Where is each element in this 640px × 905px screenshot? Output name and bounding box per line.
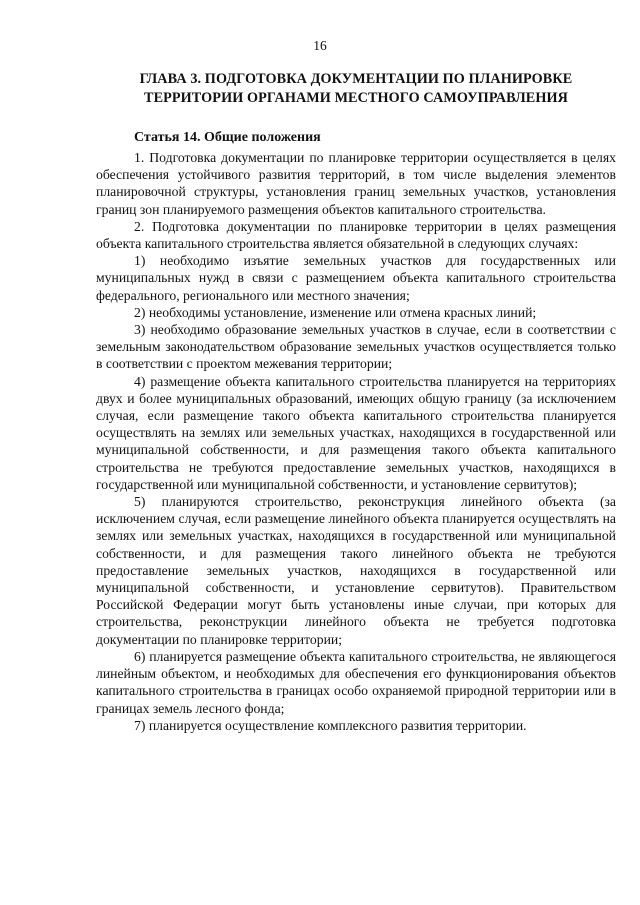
page-number: 16 [313,38,327,53]
chapter-title-line-2: ТЕРРИТОРИИ ОРГАНАМИ МЕСТНОГО САМОУПРАВЛЕНИЯ [144,90,568,106]
list-item-7: 7) планируется осуществление комплексного развития территории. [134,717,527,733]
chapter-title-line-1: ГЛАВА 3. ПОДГОТОВКА ДОКУМЕНТАЦИИ ПО ПЛАНИРОВКЕ [139,71,573,87]
chapter-title [96,70,616,108]
article-body [96,149,616,734]
list-item-4: 4) размещение объекта капитального строительства планируется на территориях двух и более муниципальных образований, имеющих общую границу (за исключением случая, если размещение такого объекта капитального строительства планируется осуществлять на землях или земельных участках, находящихся в государственной или муниципальной собственности, и для размещения такого объекта капитального строительства не требуются предоставление земельных участков, находящихся в государственной или муниципальной собственности, и установление сервитутов); [96,373,616,492]
list-item-5: 5) планируются строительство, реконструкция линейного объекта (за исключением случая, если размещение линейного объекта планируется осуществлять на землях или земельных участках, находящихся в государственной или муниципальной собственности, и для размещения такого линейного объекта не требуются предоставление земельных участков, находящихся в государственной или муниципальной собственности, и установление сервитутов). Правительством Российской Федерации могут быть установлены иные случаи, при которых для строительства, реконструкции линейного объекта не требуется подготовка документации по планировке территории; [96,494,616,647]
article-title: Статья 14. Общие положения [134,130,321,145]
list-item-6: 6) планируется размещение объекта капитального строительства, не являющегося линейным объектом, и необходимых для обеспечения его функционирования объектов капитального строительства в границах особо охраняемой природной территории или в границах земель лесного фонда; [96,648,616,716]
list-item-1: 1) необходимо изъятие земельных участков для государственных или муниципальных нужд в связи с размещением объекта капитального строительства федерального, регионального или местного значения; [96,253,616,303]
list-item-3: 3) необходимо образование земельных участков в случае, если в соответствии с земельным законодательством образование земельных участков осуществляется только в соответствии с проектом межевания территории; [96,322,616,372]
list-item-2: 2) необходимы установление, изменение или отмена красных линий; [134,304,537,320]
paragraph-1: 1. Подготовка документации по планировке территории осуществляется в целях обеспечения устойчивого развития территорий, в том числе выделения элементов планировочной структуры, установления границ земельных участков, установления границ зон планируемого размещения объектов капитального строительства. [96,150,616,217]
paragraph-2: 2. Подготовка документации по планировке территории в целях размещения объекта капитального строительства является обязательной в следующих случаях: [96,218,616,252]
